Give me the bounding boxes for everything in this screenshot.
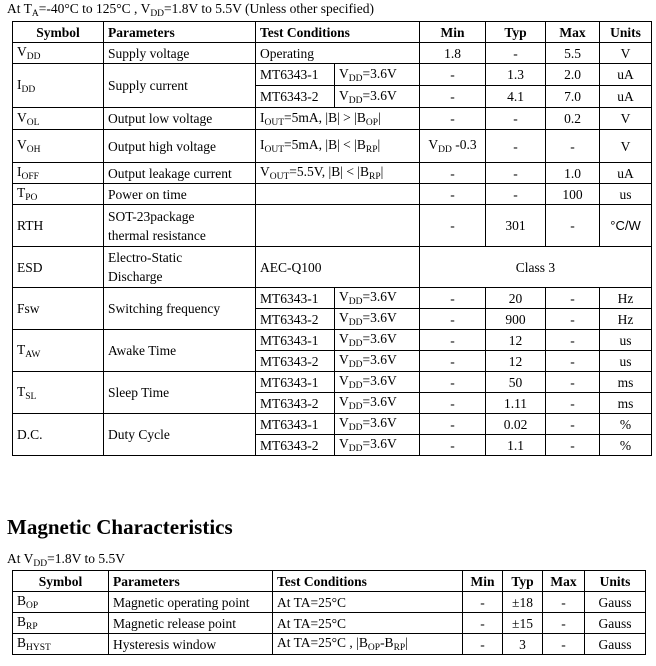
part-cell: MT6343-1 — [256, 372, 335, 393]
parameter-cell: Output low voltage — [104, 108, 256, 130]
typ-cell: - — [486, 108, 546, 130]
table-row — [13, 43, 652, 64]
units-cell: V — [600, 108, 652, 130]
table-row — [13, 330, 652, 351]
condition-cell: At TA=25°C — [273, 592, 463, 613]
min-cell: - — [420, 163, 486, 184]
electrical-conditions: At $T_A=-40^\circ C$ to 125°C , $V_{DD}=1.8V$ to 5.5V (Unless other specified) — [7, 1, 375, 19]
condition-cell: $V_{DD}=3.6V$ — [335, 64, 420, 86]
max-cell: - — [546, 288, 600, 309]
min-cell: - — [463, 592, 503, 613]
parameter-cell: Electro-Static Discharge — [104, 247, 256, 288]
typ-cell: 12 — [486, 330, 546, 351]
condition-cell: $V_{DD}=3.6V$ — [335, 435, 420, 456]
max-cell: 0.2 — [546, 108, 600, 130]
units-cell: uA — [600, 163, 652, 184]
min-cell: - — [420, 435, 486, 456]
part-cell: MT6343-1 — [256, 414, 335, 435]
max-cell: - — [546, 372, 600, 393]
table-row — [13, 130, 652, 163]
parameter-cell: Hysteresis window — [109, 634, 273, 655]
header-parameters: Parameters — [104, 22, 256, 43]
condition-cell: Operating — [256, 43, 420, 64]
table-row — [13, 414, 652, 435]
magnetic-characteristics-table — [12, 570, 646, 655]
units-cell: us — [600, 184, 652, 205]
condition-cell: $V_{DD}=3.6V$ — [335, 414, 420, 435]
units-cell: V — [600, 43, 652, 64]
min-cell: - — [420, 372, 486, 393]
table-row — [13, 634, 646, 655]
min-cell: - — [420, 86, 486, 108]
table-row — [13, 592, 646, 613]
header-max: Max — [546, 22, 600, 43]
units-cell: Gauss — [585, 592, 646, 613]
part-cell: MT6343-2 — [256, 351, 335, 372]
units-cell: Hz — [600, 309, 652, 330]
min-cell: - — [420, 393, 486, 414]
typ-cell: 50 — [486, 372, 546, 393]
table-row — [13, 613, 646, 634]
condition-cell: $V_{DD}=3.6V$ — [335, 86, 420, 108]
typ-cell: ±18 — [503, 592, 543, 613]
typ-cell: - — [486, 43, 546, 64]
units-cell: °C/W — [600, 205, 652, 247]
table-header-row — [13, 22, 652, 43]
symbol-cell: $I_{DD}$ — [13, 64, 104, 108]
typ-cell: 1.1 — [486, 435, 546, 456]
typ-cell: - — [486, 184, 546, 205]
condition-cell: $V_{DD}=3.6V$ — [335, 288, 420, 309]
parameter-cell: Sleep Time — [104, 372, 256, 414]
min-cell: - — [420, 205, 486, 247]
max-cell: - — [546, 393, 600, 414]
max-cell: - — [543, 634, 585, 655]
units-cell: % — [600, 414, 652, 435]
units-cell: V — [600, 130, 652, 163]
max-cell: - — [543, 613, 585, 634]
electrical-characteristics-table — [12, 21, 652, 456]
parameter-cell: Duty Cycle — [104, 414, 256, 456]
parameter-cell: Awake Time — [104, 330, 256, 372]
min-cell: - — [420, 330, 486, 351]
header-typ: Typ — [503, 571, 543, 592]
typ-cell: 20 — [486, 288, 546, 309]
typ-cell: 3 — [503, 634, 543, 655]
symbol-cell: $B_{OP}$ — [13, 592, 109, 613]
min-cell: - — [463, 634, 503, 655]
max-cell: - — [546, 435, 600, 456]
max-cell: 2.0 — [546, 64, 600, 86]
table-row — [13, 288, 652, 309]
typ-cell: 301 — [486, 205, 546, 247]
min-cell: - — [420, 288, 486, 309]
header-min: Min — [463, 571, 503, 592]
part-cell: MT6343-2 — [256, 393, 335, 414]
units-cell: uA — [600, 64, 652, 86]
symbol-cell: D.C. — [13, 414, 104, 456]
units-cell: ms — [600, 372, 652, 393]
max-cell: 1.0 — [546, 163, 600, 184]
min-cell: - — [420, 414, 486, 435]
typ-cell: - — [486, 130, 546, 163]
units-cell: Gauss — [585, 613, 646, 634]
typ-cell: ±15 — [503, 613, 543, 634]
part-cell: MT6343-2 — [256, 309, 335, 330]
condition-cell: AEC-Q100 — [256, 247, 420, 288]
min-cell: $V_{DD}$ -0.3 — [420, 130, 486, 163]
condition-cell — [256, 205, 420, 247]
min-cell: - — [420, 64, 486, 86]
min-cell: 1.8 — [420, 43, 486, 64]
min-cell: - — [420, 184, 486, 205]
condition-cell: $V_{DD}=3.6V$ — [335, 351, 420, 372]
parameter-cell: SOT-23package thermal resistance — [104, 205, 256, 247]
merged-value-cell: Class 3 — [420, 247, 652, 288]
header-symbol: Symbol — [13, 571, 109, 592]
table-row — [13, 184, 652, 205]
symbol-cell: $T_{PO}$ — [13, 184, 104, 205]
condition-cell: $V_{DD}=3.6V$ — [335, 330, 420, 351]
typ-cell: 4.1 — [486, 86, 546, 108]
header-units: Units — [600, 22, 652, 43]
header-units: Units — [585, 571, 646, 592]
table-row — [13, 372, 652, 393]
typ-cell: 0.02 — [486, 414, 546, 435]
table-row — [13, 205, 652, 247]
units-cell: ms — [600, 393, 652, 414]
min-cell: - — [420, 309, 486, 330]
symbol-cell: RTH — [13, 205, 104, 247]
header-parameters: Parameters — [109, 571, 273, 592]
max-cell: - — [546, 351, 600, 372]
typ-cell: - — [486, 163, 546, 184]
symbol-cell: $V_{DD}$ — [13, 43, 104, 64]
part-cell: MT6343-1 — [256, 330, 335, 351]
header-min: Min — [420, 22, 486, 43]
symbol-cell: $B_{HYST}$ — [13, 634, 109, 655]
section-title: Magnetic Characteristics — [7, 515, 233, 539]
table-row — [13, 108, 652, 130]
part-cell: MT6343-2 — [256, 435, 335, 456]
units-cell: us — [600, 351, 652, 372]
units-cell: us — [600, 330, 652, 351]
units-cell: Hz — [600, 288, 652, 309]
header-typ: Typ — [486, 22, 546, 43]
max-cell: - — [546, 309, 600, 330]
condition-cell: $V_{DD}=3.6V$ — [335, 393, 420, 414]
units-cell: % — [600, 435, 652, 456]
typ-cell: 1.11 — [486, 393, 546, 414]
max-cell: - — [546, 205, 600, 247]
symbol-cell: Fsw — [13, 288, 104, 330]
condition-cell: $V_{DD}=3.6V$ — [335, 372, 420, 393]
parameter-cell: Magnetic release point — [109, 613, 273, 634]
symbol-cell: $T_{SL}$ — [13, 372, 104, 414]
min-cell: - — [420, 351, 486, 372]
table-row — [13, 163, 652, 184]
condition-cell: $V_{DD}=3.6V$ — [335, 309, 420, 330]
typ-cell: 12 — [486, 351, 546, 372]
parameter-cell: Supply voltage — [104, 43, 256, 64]
header-test-conditions: Test Conditions — [273, 571, 463, 592]
symbol-cell: $V_{OH}$ — [13, 130, 104, 163]
max-cell: - — [543, 592, 585, 613]
part-cell: MT6343-2 — [256, 86, 335, 108]
header-symbol: Symbol — [13, 22, 104, 43]
symbol-cell: $B_{RP}$ — [13, 613, 109, 634]
parameter-cell: Supply current — [104, 64, 256, 108]
typ-cell: 1.3 — [486, 64, 546, 86]
units-cell: Gauss — [585, 634, 646, 655]
max-cell: - — [546, 330, 600, 351]
table-row — [13, 247, 652, 288]
condition-cell: At TA=25°C — [273, 613, 463, 634]
header-test-conditions: Test Conditions — [256, 22, 420, 43]
condition-cell: $V_{OUT}=5.5V$, $|B| < |B_{RP}|$ — [256, 163, 420, 184]
parameter-cell: Output leakage current — [104, 163, 256, 184]
condition-cell: At TA=25°C , $|B_{OP}-B_{RP}|$ — [273, 634, 463, 655]
part-cell: MT6343-1 — [256, 288, 335, 309]
min-cell: - — [463, 613, 503, 634]
parameter-cell: Output high voltage — [104, 130, 256, 163]
magnetic-conditions: At $V_{DD}=1.8V$ to 5.5V — [7, 551, 125, 569]
max-cell: 5.5 — [546, 43, 600, 64]
header-max: Max — [543, 571, 585, 592]
condition-cell: $I_{OUT}=5mA$, $|B| < |B_{RP}|$ — [256, 130, 420, 163]
typ-cell: 900 — [486, 309, 546, 330]
min-cell: - — [420, 108, 486, 130]
units-cell: uA — [600, 86, 652, 108]
parameter-cell: Switching frequency — [104, 288, 256, 330]
max-cell: - — [546, 414, 600, 435]
symbol-cell: ESD — [13, 247, 104, 288]
max-cell: - — [546, 130, 600, 163]
condition-cell: $I_{OUT}=5mA$, $|B| > |B_{OP}|$ — [256, 108, 420, 130]
table-row — [13, 64, 652, 86]
max-cell: 7.0 — [546, 86, 600, 108]
symbol-cell: $I_{OFF}$ — [13, 163, 104, 184]
condition-cell — [256, 184, 420, 205]
symbol-cell: $T_{AW}$ — [13, 330, 104, 372]
parameter-cell: Magnetic operating point — [109, 592, 273, 613]
table-header-row — [13, 571, 646, 592]
symbol-cell: $V_{OL}$ — [13, 108, 104, 130]
max-cell: 100 — [546, 184, 600, 205]
parameter-cell: Power on time — [104, 184, 256, 205]
part-cell: MT6343-1 — [256, 64, 335, 86]
